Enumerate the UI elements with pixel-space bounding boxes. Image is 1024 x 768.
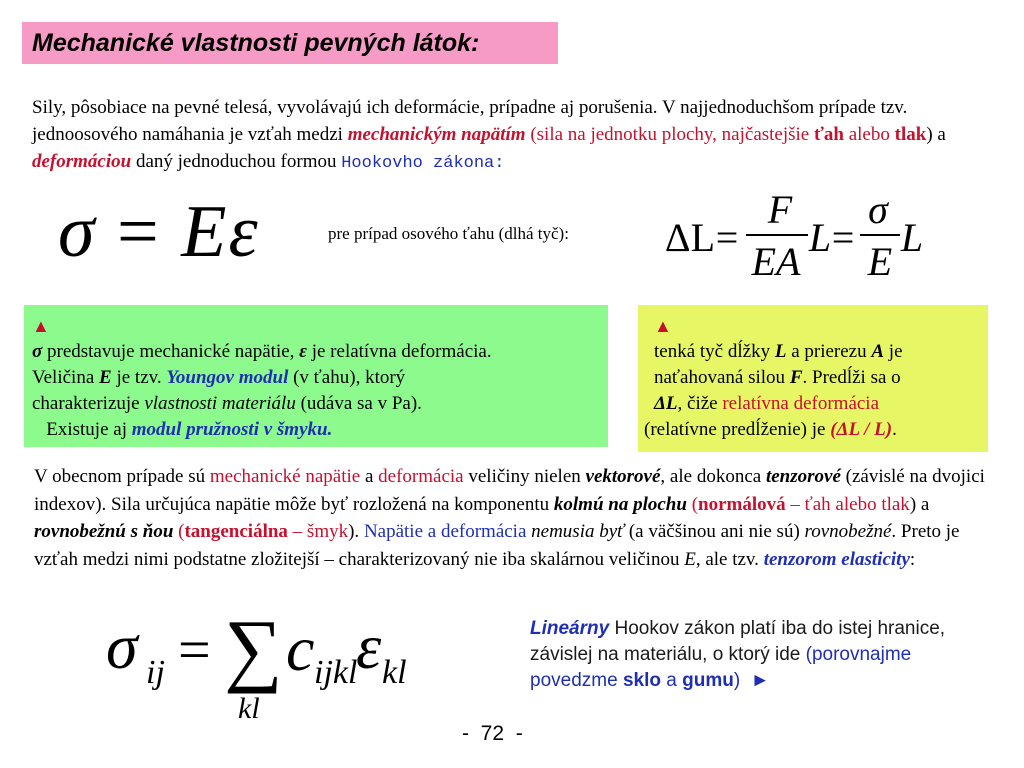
general-text: – — [287, 521, 307, 542]
general-text: . Preto je vzťah medzi nimi podstatne zložitejší – charakterizovaný nie iba skalárnou veličinou — [34, 521, 960, 570]
shear-term: šmyk — [306, 521, 349, 542]
general-text: ( — [686, 493, 699, 515]
equals-sign: = — [117, 191, 161, 273]
general-text: ) a — [909, 493, 930, 515]
stress-term: mechanickým napätím — [347, 124, 526, 145]
thin-rod-info-box — [638, 305, 988, 452]
intro-text: ) a — [926, 124, 946, 145]
c-symbol: c — [286, 613, 315, 684]
stress-term: mechanické napätie — [209, 466, 361, 487]
linear-term: Lineárny — [530, 618, 610, 639]
box-text: (udáva sa v Pa). — [295, 393, 422, 414]
triangle-marker-icon: ▲ — [32, 316, 50, 336]
sum-index: kl — [238, 692, 260, 725]
equals-sign: = — [831, 215, 855, 260]
tensor-formula — [106, 603, 426, 730]
axial-case-label: pre prípad osového ťahu (dlhá tyč): — [328, 224, 569, 243]
fraction-bar — [746, 234, 808, 236]
length-symbol: L — [774, 341, 787, 362]
length-symbol: L — [808, 215, 832, 260]
triangle-marker-icon: ▲ — [654, 316, 672, 336]
glass-term: sklo — [622, 670, 661, 691]
box-text: (v ťahu), ktorý — [288, 367, 406, 388]
normal-description: ťah alebo tlak — [804, 493, 910, 515]
intro-text: (sila na jednotku plochy, najčastejšie — [525, 124, 814, 145]
sigma-symbol: σ — [58, 191, 97, 273]
box-text: tenká tyč dĺžky — [654, 341, 775, 362]
arrow-right-icon[interactable]: ► — [750, 670, 770, 691]
general-text: ( — [173, 521, 185, 542]
general-text: , ale tzv. — [695, 548, 764, 570]
length-symbol: L — [900, 215, 924, 260]
box-text: , čiže — [677, 393, 723, 414]
general-case-paragraph — [34, 463, 1004, 573]
strain-ratio: (ΔL / L) — [830, 419, 893, 440]
modulus-denominator: E — [867, 239, 893, 284]
relative-strain-term: relatívna deformácia — [722, 393, 880, 414]
general-text: ). — [348, 521, 364, 542]
parallel-adjective: rovnobežné — [804, 521, 892, 542]
general-text: , ale dokonca — [660, 466, 766, 487]
shear-modulus-term: modul pružnosti v šmyku. — [131, 419, 333, 440]
box-text: je tzv. — [111, 367, 167, 388]
note-text: a — [660, 670, 683, 691]
hooke-formula — [58, 190, 260, 275]
area-symbol: A — [871, 341, 885, 362]
epsilon-symbol: ε — [228, 191, 260, 273]
delta-l: ΔL — [654, 393, 678, 414]
tension-term: ťah — [814, 124, 844, 145]
general-text: – — [785, 493, 805, 515]
box-text: je — [884, 341, 903, 362]
intro-text: alebo — [843, 124, 895, 145]
sum-symbol: ∑ — [224, 603, 283, 694]
force-numerator: F — [767, 187, 793, 232]
tensor-term: tenzorové — [765, 466, 841, 487]
hooke-law-term: Hookovho zákona: — [341, 154, 505, 173]
page-number: - 72 - — [462, 722, 523, 745]
box-text: Existuje aj — [32, 419, 132, 440]
general-text: (a väčšinou ani nie sú) — [624, 521, 805, 542]
stress-strain-info-box — [24, 305, 608, 447]
young-modulus-term: Youngov modul — [166, 367, 289, 388]
elasticity-tensor-term: tenzorom elasticity — [763, 548, 910, 570]
box-text: Veličina — [32, 367, 100, 388]
epsilon-symbol: ε — [299, 341, 307, 362]
box-text: a prierezu — [786, 341, 872, 362]
vector-term: vektorové — [585, 466, 661, 487]
box-text: je relatívna deformácia. — [306, 341, 492, 362]
delta-l: ΔL — [664, 215, 716, 260]
intro-text: daný jednoduchou formou — [131, 151, 342, 172]
ea-denominator: EA — [751, 239, 801, 284]
rubber-term: gumu — [682, 670, 734, 691]
box-text: charakterizuje — [32, 393, 145, 414]
equals-sign: = — [178, 617, 211, 682]
tangential-term: tangenciálna — [184, 521, 288, 542]
material-properties-term: vlastnosti materiálu — [144, 393, 296, 414]
force-symbol: F — [789, 367, 803, 388]
strain-term: deformáciou — [32, 151, 132, 172]
general-text: a — [360, 466, 379, 487]
equals-sign: = — [715, 215, 739, 260]
epsilon-symbol: ε — [356, 611, 382, 682]
box-text: . Predĺži sa o — [802, 367, 901, 388]
sigma-numerator: σ — [868, 187, 888, 232]
normal-term: normálová — [698, 493, 786, 515]
ij-subscript: ij — [146, 654, 165, 691]
ijkl-subscript: ijkl — [314, 654, 358, 691]
slide-title: Mechanické vlastnosti pevných látok: — [22, 22, 558, 64]
sigma-symbol: σ — [32, 341, 43, 362]
sigma-symbol: σ — [106, 611, 138, 682]
general-text: : — [909, 548, 916, 570]
linear-law-note — [530, 616, 970, 694]
stress-strain-term: Napätie a deformácia — [363, 521, 527, 542]
elongation-formula — [660, 188, 960, 288]
strain-term: deformácia — [378, 466, 464, 487]
perpendicular-term: kolmú na plochu — [553, 493, 687, 515]
compression-term: tlak — [894, 124, 927, 145]
general-text: (závislé na dvojici indexov). Sila určujúca napätie môže byť rozložená na komponentu — [34, 466, 985, 515]
note-text: ) — [733, 670, 741, 691]
intro-text: Sily, pôsobiace na pevné telesá, vyvolávajú ich deformácie, prípadne aj porušenia. V najjednoduchšom prípade tzv. jednoosového namáhania je vzťah medzi — [32, 97, 908, 145]
note-text: (porovnajme povedzme — [530, 644, 912, 691]
need-not-term: nemusia byť — [531, 521, 625, 542]
intro-paragraph — [32, 94, 992, 177]
box-text: naťahovaná silou — [654, 367, 790, 388]
general-text: V obecnom prípade sú — [34, 466, 210, 487]
box-text: predstavuje mechanické napätie, — [42, 341, 300, 362]
box-text: . — [892, 419, 897, 440]
parallel-term: rovnobežnú s ňou — [34, 521, 174, 542]
note-text: Hookov zákon platí iba do istej hranice, závislej na materiálu, o ktorý ide — [530, 618, 946, 665]
modulus-symbol: E — [684, 548, 696, 570]
modulus-symbol: E — [99, 367, 112, 388]
modulus-symbol: E — [181, 191, 229, 273]
box-text: (relatívne predĺženie) je — [644, 419, 831, 440]
kl-subscript: kl — [382, 654, 407, 691]
general-text: veličiny nielen — [463, 466, 586, 487]
